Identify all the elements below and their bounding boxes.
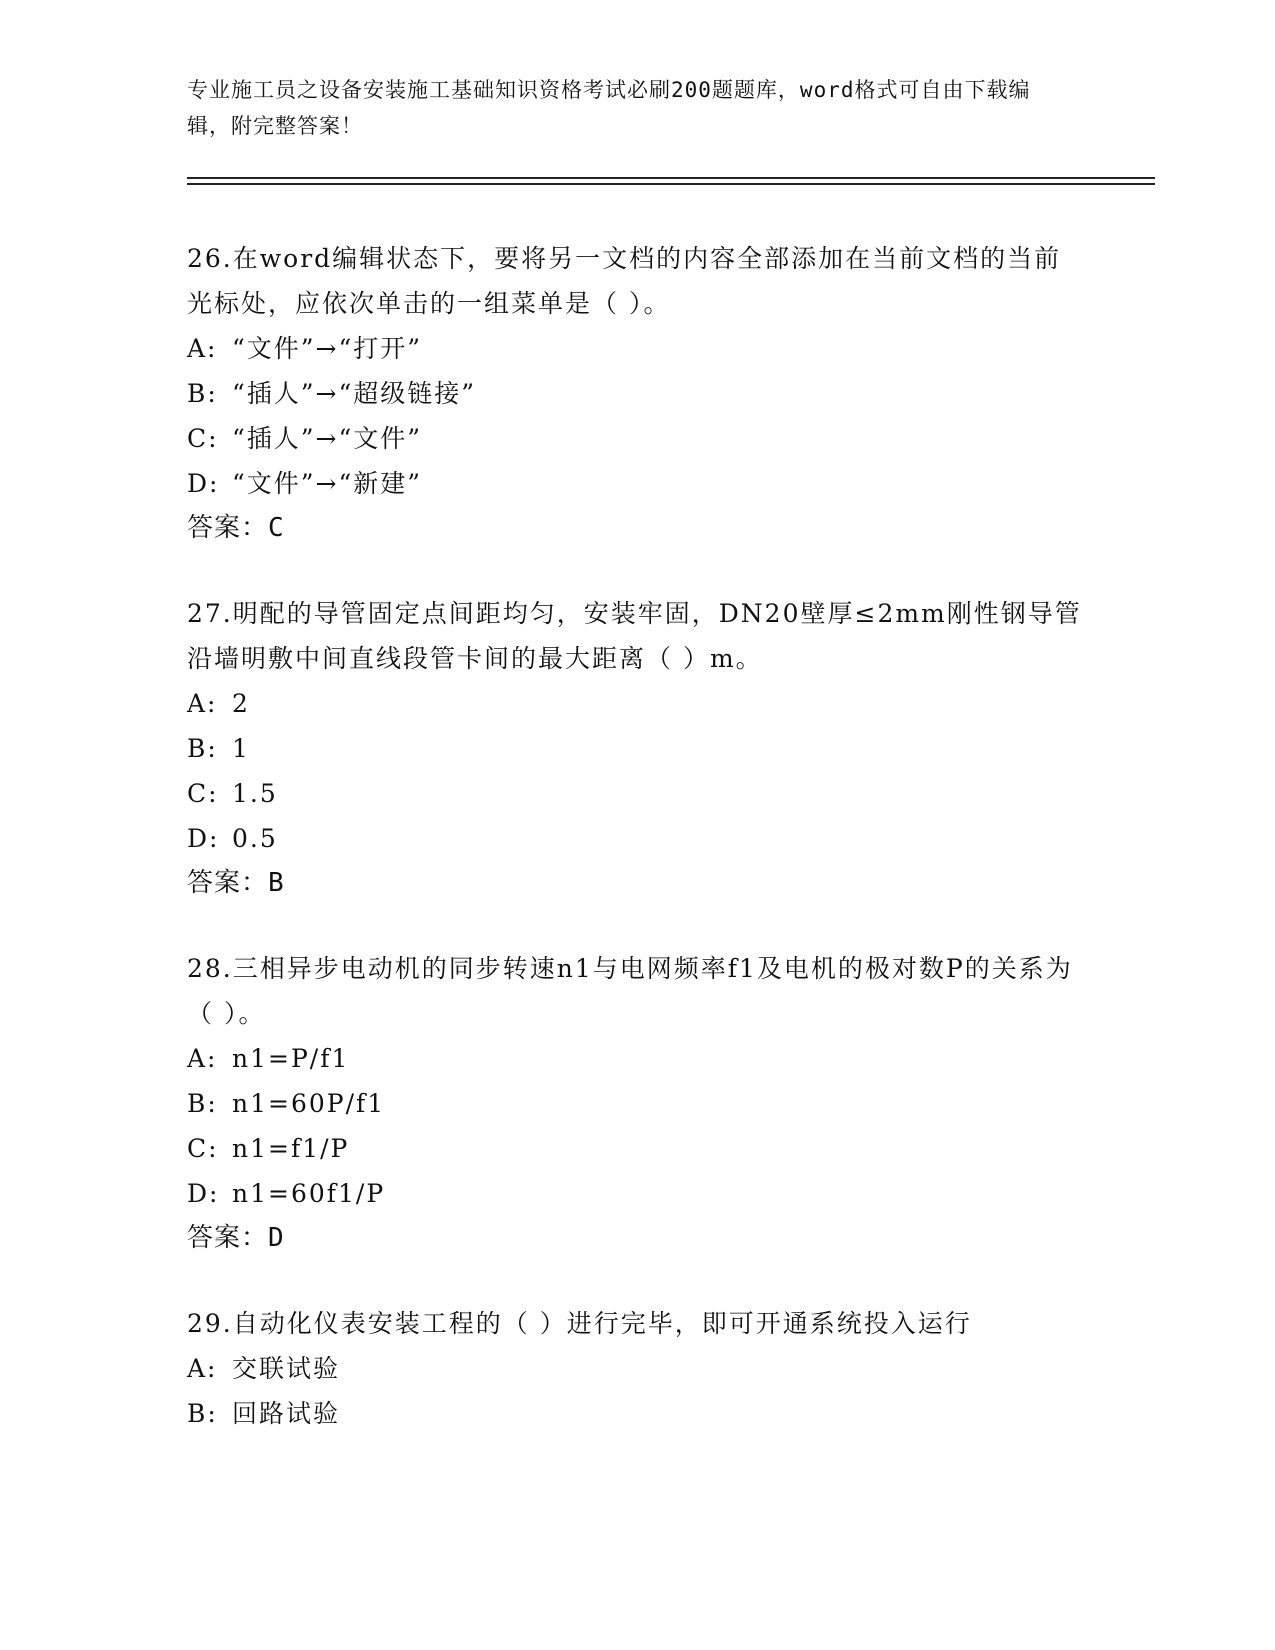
question-26 [187,236,1087,551]
option-key: B: [187,1399,218,1428]
option-key: A: [187,334,218,363]
option-b [187,1081,1087,1126]
option-key: D: [187,1179,220,1208]
answer-line: 答案：C [187,513,285,543]
option-text: 1.5 [232,779,278,808]
option-text: 交联试验 [232,1354,341,1383]
option-c [187,771,1087,816]
option-key: C: [187,779,219,808]
option-d [187,816,1087,861]
answer-line: 答案：D [187,1223,285,1253]
document-header: 专业施工员之设备安装施工基础知识资格考试必刷200题题库，word格式可自由下载编辑，附完整答案！ [187,78,1031,138]
header-divider-top [187,177,1155,179]
question-list [187,236,1087,1476]
question-29 [187,1301,1087,1436]
option-text: 回路试验 [232,1399,341,1428]
question-text: 28.三相异步电动机的同步转速n1与电网频率f1及电机的极对数P的关系为（ ）。 [187,954,1073,1028]
option-text: “插人”→“超级链接” [232,379,477,408]
option-text: 2 [232,689,250,718]
option-text: n1=60f1/P [232,1179,386,1208]
option-key: D: [187,469,220,498]
option-text: “文件”→“新建” [232,469,423,498]
option-text: “插人”→“文件” [232,424,423,453]
option-key: A: [187,689,218,718]
option-b [187,1391,1087,1436]
option-text: 0.5 [232,824,278,853]
option-a [187,1346,1087,1391]
question-text: 26.在word编辑状态下，要将另一文档的内容全部添加在当前文档的当前光标处，应依次单击的一组菜单是（ ）。 [187,244,1062,318]
option-c [187,1126,1087,1171]
option-d [187,1171,1087,1216]
option-a [187,326,1087,371]
option-key: A: [187,1044,218,1073]
option-text: 1 [232,734,250,763]
option-key: C: [187,1134,219,1163]
option-key: D: [187,824,220,853]
question-text: 27.明配的导管固定点间距均匀，安装牢固，DN20壁厚≤2mm刚性钢导管沿墙明敷中间直线段管卡间的最大距离（ ）m。 [187,599,1082,673]
question-27 [187,591,1087,906]
option-text: n1=60P/f1 [232,1089,386,1118]
option-b [187,371,1087,416]
option-text: n1=P/f1 [232,1044,350,1073]
option-d [187,461,1087,506]
option-key: A: [187,1354,218,1383]
question-28 [187,946,1087,1261]
question-text: 29.自动化仪表安装工程的（ ）进行完毕，即可开通系统投入运行 [187,1309,972,1338]
header-divider-bottom [187,183,1155,185]
option-c [187,416,1087,461]
option-b [187,726,1087,771]
option-a [187,1036,1087,1081]
option-key: B: [187,379,218,408]
option-text: “文件”→“打开” [232,334,423,363]
option-key: B: [187,734,218,763]
option-key: B: [187,1089,218,1118]
option-key: C: [187,424,219,453]
answer-line: 答案：B [187,868,285,898]
option-a [187,681,1087,726]
option-text: n1=f1/P [232,1134,350,1163]
